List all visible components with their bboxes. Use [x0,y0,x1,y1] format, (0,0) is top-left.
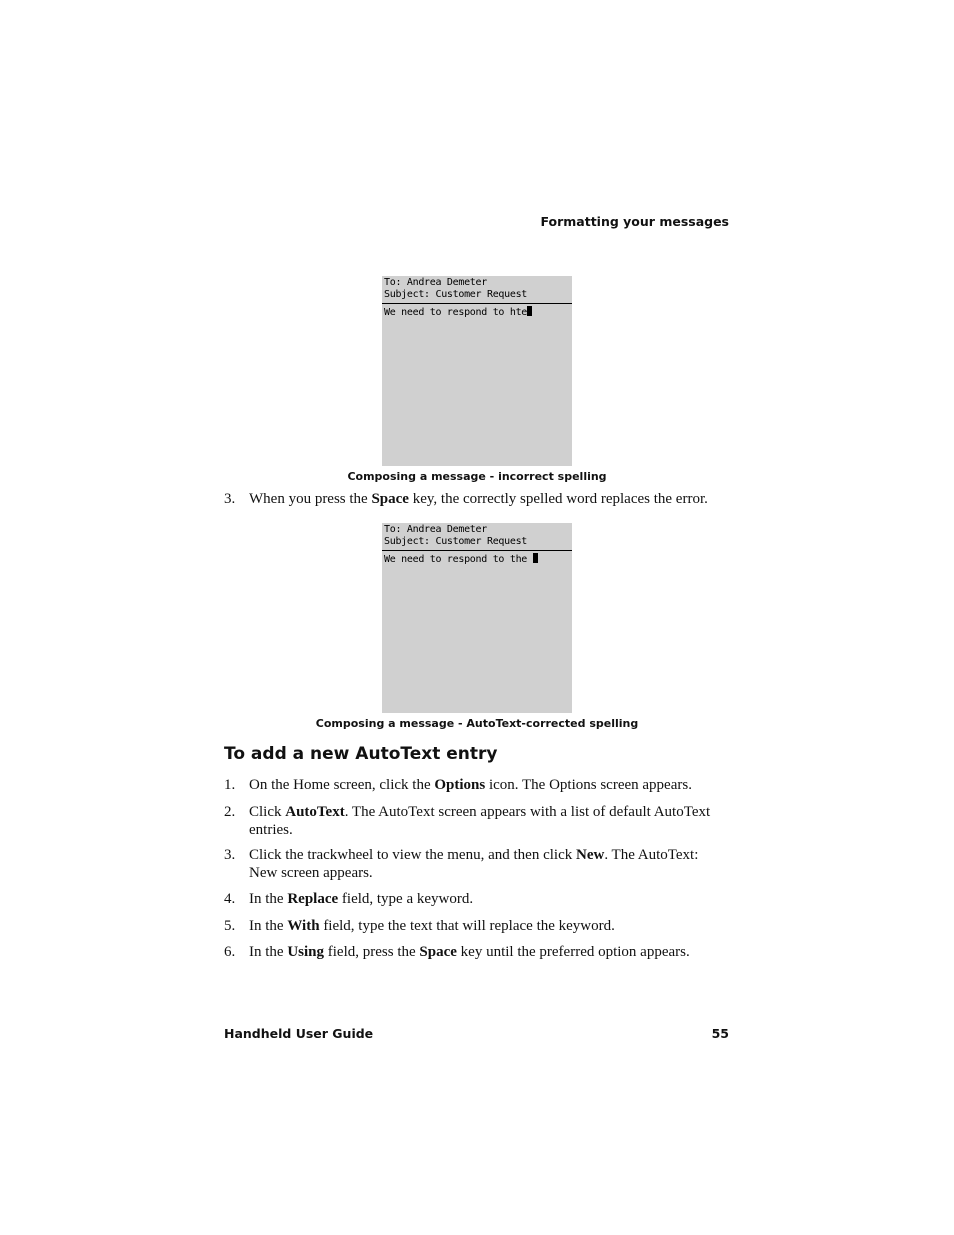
text: In the [249,944,288,960]
body-line: We need to respond to hte [384,307,528,318]
figure-caption: Composing a message - incorrect spelling [347,470,607,483]
subject-line: Subject: Customer Request [384,289,528,300]
bold-text: Using [287,944,325,960]
bold-text: AutoText [285,804,345,820]
text: . The AutoText: New screen appears. [249,847,699,881]
text: Click the trackwheel to view the menu, and then click [249,847,576,863]
text: icon. The Options screen appears. [485,777,692,793]
text: On the Home screen, click the [249,777,435,793]
text: In the [249,918,288,934]
running-header: Formatting your messages [540,214,729,229]
list-item [224,944,724,962]
list-item [224,491,724,509]
screenshot-corrected-spelling [382,523,572,713]
bold-text: Space [419,944,457,960]
subject-line: Subject: Customer Request [384,536,528,547]
text: . The AutoText screen appears with a list of default AutoText entries. [249,804,711,838]
bold-text: Replace [287,891,339,907]
item-number: 1. [224,777,236,793]
item-number: 6. [224,944,236,960]
figure-caption: Composing a message - AutoText-corrected spelling [315,717,639,730]
item-number: 3. [224,847,236,863]
item-number: 3. [224,491,236,507]
divider [382,303,572,304]
text: When you press the [249,491,372,507]
cursor-icon [533,553,538,563]
text: Click [249,804,286,820]
list-item [224,777,724,795]
text: key, the correctly spelled word replaces the error. [408,491,708,507]
bold-text: New [575,847,605,863]
list-item [224,918,724,936]
bold-text: Options [434,777,486,793]
list-item [224,804,724,839]
divider [382,550,572,551]
list-item [224,847,724,882]
list-item [224,891,724,909]
to-line: To: Andrea Demeter [384,524,487,535]
text: key until the preferred option appears. [456,944,690,960]
cursor-icon [527,306,532,316]
bold-text: With [287,918,320,934]
text: field, press the [324,944,420,960]
section-heading: To add a new AutoText entry [224,744,498,764]
footer-title: Handheld User Guide [224,1026,374,1041]
bold-text: Space [371,491,409,507]
text: In the [249,891,288,907]
screenshot-incorrect-spelling [382,276,572,466]
text: field, type a keyword. [338,891,474,907]
item-number: 5. [224,918,236,934]
page-number: 55 [711,1026,729,1041]
item-number: 2. [224,804,236,820]
body-line: We need to respond to the [384,554,533,565]
to-line: To: Andrea Demeter [384,277,487,288]
item-number: 4. [224,891,236,907]
text: field, type the text that will replace the keyword. [319,918,615,934]
